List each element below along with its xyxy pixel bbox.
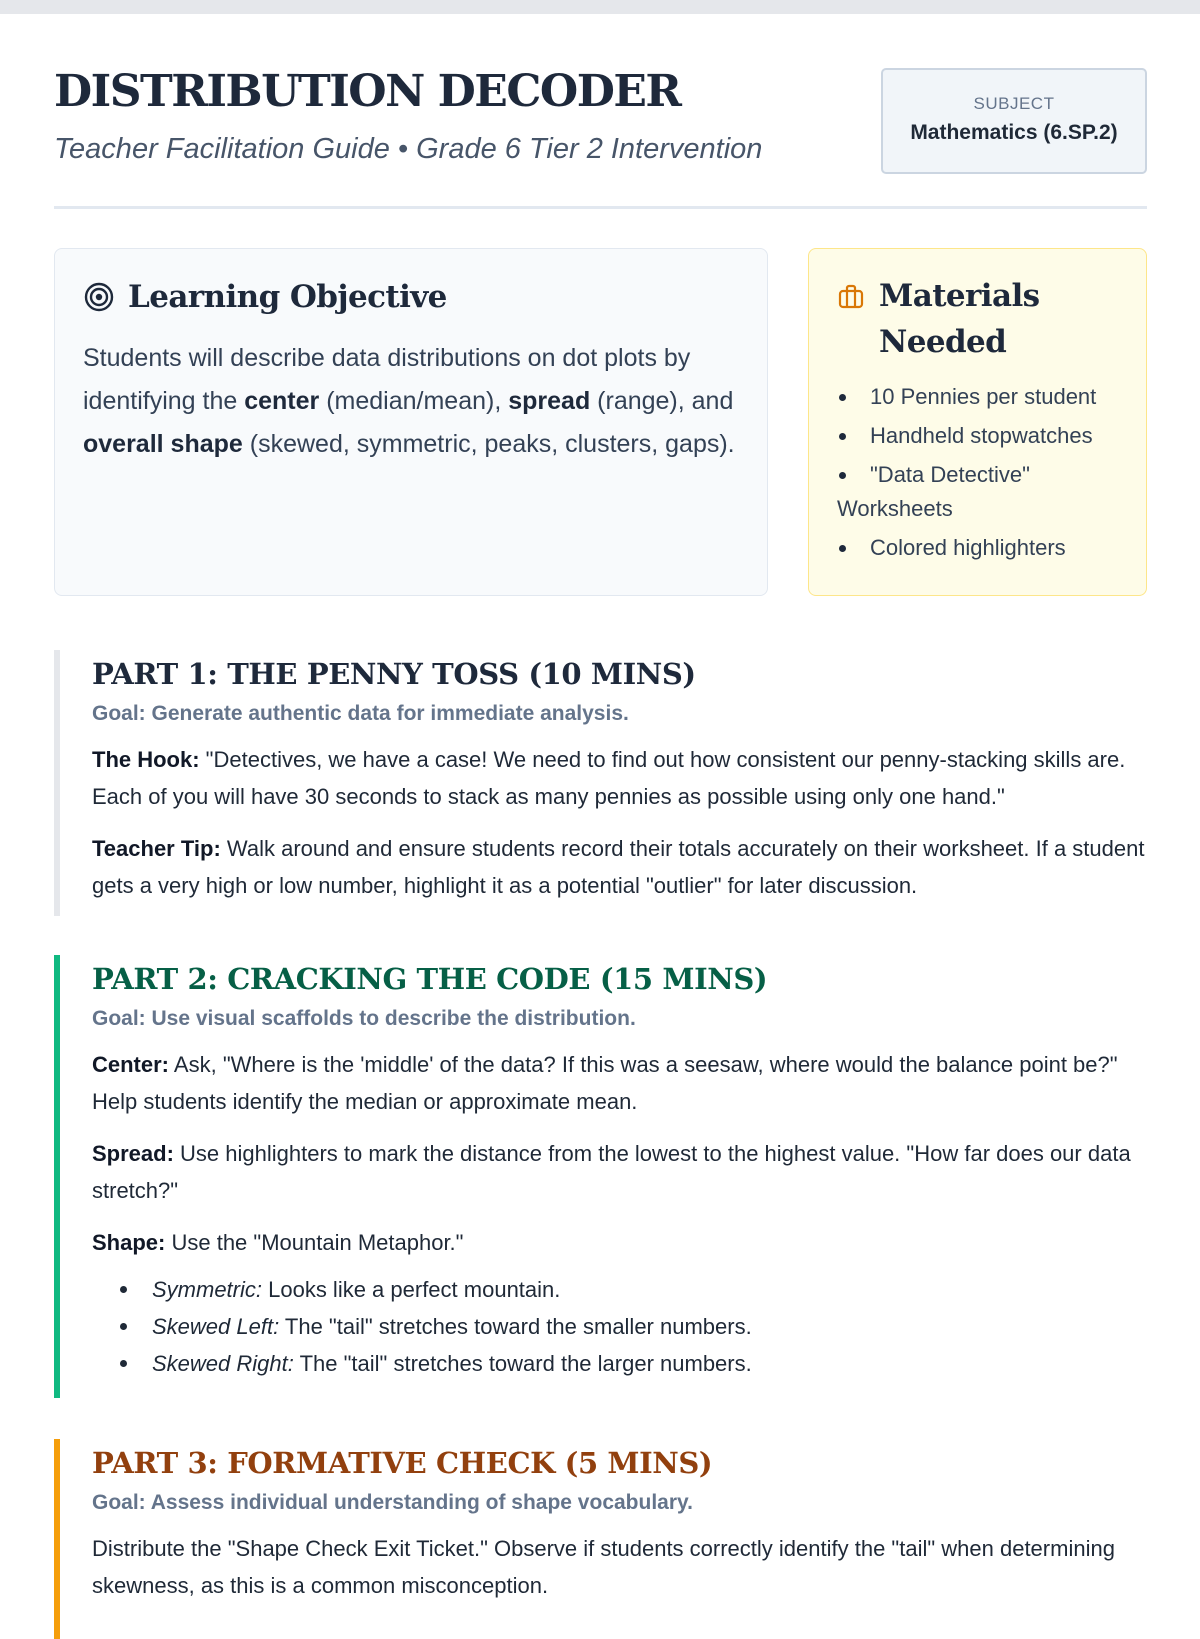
shape-term: Skewed Left: — [152, 1314, 280, 1339]
part-1-goal: Goal: Generate authentic data for immediate analysis. — [92, 702, 629, 725]
list-item — [92, 1345, 1154, 1382]
tip-text: Walk around and ensure students record their totals accurately on their worksheet. If a student gets a very high or low number, highlight it as a potential "outlier" for later discussion. — [92, 836, 1145, 898]
shape-desc: Looks like a perfect mountain. — [262, 1277, 561, 1302]
shape-text: Use the "Mountain Metaphor." — [165, 1230, 464, 1255]
objective-heading — [83, 279, 739, 315]
objective-term-center: center — [244, 387, 320, 415]
materials-heading-text: Materials Needed — [879, 278, 1040, 360]
briefcase-icon — [837, 283, 865, 311]
part-2-goal: Goal: Use visual scaffolds to describe the distribution. — [92, 1007, 636, 1030]
list-item — [92, 1308, 1154, 1345]
subject-label: SUBJECT — [973, 94, 1055, 113]
facilitation-guide — [54, 14, 1147, 1598]
hook-text: "Detectives, we have a case! We need to find out how consistent our penny-stacking skills are. Each of you will have 30 seconds to stack as many pennies as possible using only one hand." — [92, 747, 1126, 809]
spread-paragraph — [92, 1135, 1154, 1209]
list-item — [92, 1271, 1154, 1308]
materials-list — [837, 380, 1120, 565]
objective-text-part: (median/mean), — [319, 387, 509, 415]
spread-text: Use highlighters to mark the distance from the lowest to the highest value. "How far does our data stretch?" — [92, 1141, 1131, 1203]
shape-desc: The "tail" stretches toward the larger numbers. — [293, 1351, 752, 1376]
shape-desc: The "tail" stretches toward the smaller numbers. — [279, 1314, 752, 1339]
part-3-goal: Goal: Assess individual understanding of shape vocabulary. — [92, 1491, 693, 1514]
list-item: Colored highlighters — [837, 531, 1120, 565]
spread-label: Spread: — [92, 1141, 174, 1166]
learning-objective-card — [54, 248, 768, 596]
objective-heading-text: Learning Objective — [128, 279, 447, 315]
part-2-title: PART 2: CRACKING THE CODE (15 MINS) — [92, 962, 768, 996]
materials-card — [808, 248, 1147, 596]
center-label: Center: — [92, 1052, 170, 1077]
objective-text-part: Students will describe data distributions on dot plots by identifying the — [83, 344, 691, 415]
objective-text — [83, 337, 739, 466]
center-paragraph — [92, 1046, 1154, 1120]
tip-label: Teacher Tip: — [92, 836, 221, 861]
objective-term-shape: overall shape — [83, 430, 243, 458]
part-2-section — [54, 955, 1154, 1398]
page-title: DISTRIBUTION DECODER — [54, 66, 681, 117]
hook-label: The Hook: — [92, 747, 200, 772]
subject-value: Mathematics (6.SP.2) — [910, 121, 1118, 144]
shape-paragraph — [92, 1224, 1154, 1261]
part-3-title: PART 3: FORMATIVE CHECK (5 MINS) — [92, 1446, 713, 1480]
objective-term-spread: spread — [508, 387, 591, 415]
materials-heading — [837, 273, 1120, 365]
formative-check-paragraph: Distribute the "Shape Check Exit Ticket." Observe if students correctly identify the "tail" when determining skewness, as this is a common misconception. — [92, 1536, 1115, 1598]
part-3-section — [54, 1439, 1154, 1639]
shape-list — [92, 1271, 1154, 1382]
subject-badge — [881, 68, 1147, 174]
hook-paragraph — [92, 741, 1154, 815]
top-bar — [0, 0, 1200, 14]
part-1-title: PART 1: THE PENNY TOSS (10 MINS) — [92, 657, 696, 691]
list-item: "Data Detective" Worksheets — [837, 458, 1120, 526]
guide-header — [54, 14, 1147, 209]
center-text: Ask, "Where is the 'middle' of the data? If this was a seesaw, where would the balance point be?" Help students identify the median or approximate mean. — [92, 1052, 1118, 1114]
list-item: Handheld stopwatches — [837, 419, 1120, 453]
shape-term: Symmetric: — [152, 1277, 262, 1302]
target-icon — [83, 281, 115, 313]
teacher-tip-paragraph — [92, 830, 1154, 904]
page-subtitle: Teacher Facilitation Guide • Grade 6 Tier 2 Intervention — [54, 133, 763, 165]
part-1-section — [54, 650, 1154, 916]
shape-term: Skewed Right: — [152, 1351, 294, 1376]
shape-label: Shape: — [92, 1230, 166, 1255]
list-item: 10 Pennies per student — [837, 380, 1120, 414]
objective-text-part: (skewed, symmetric, peaks, clusters, gaps). — [242, 430, 735, 458]
objective-text-part: (range), and — [590, 387, 734, 415]
